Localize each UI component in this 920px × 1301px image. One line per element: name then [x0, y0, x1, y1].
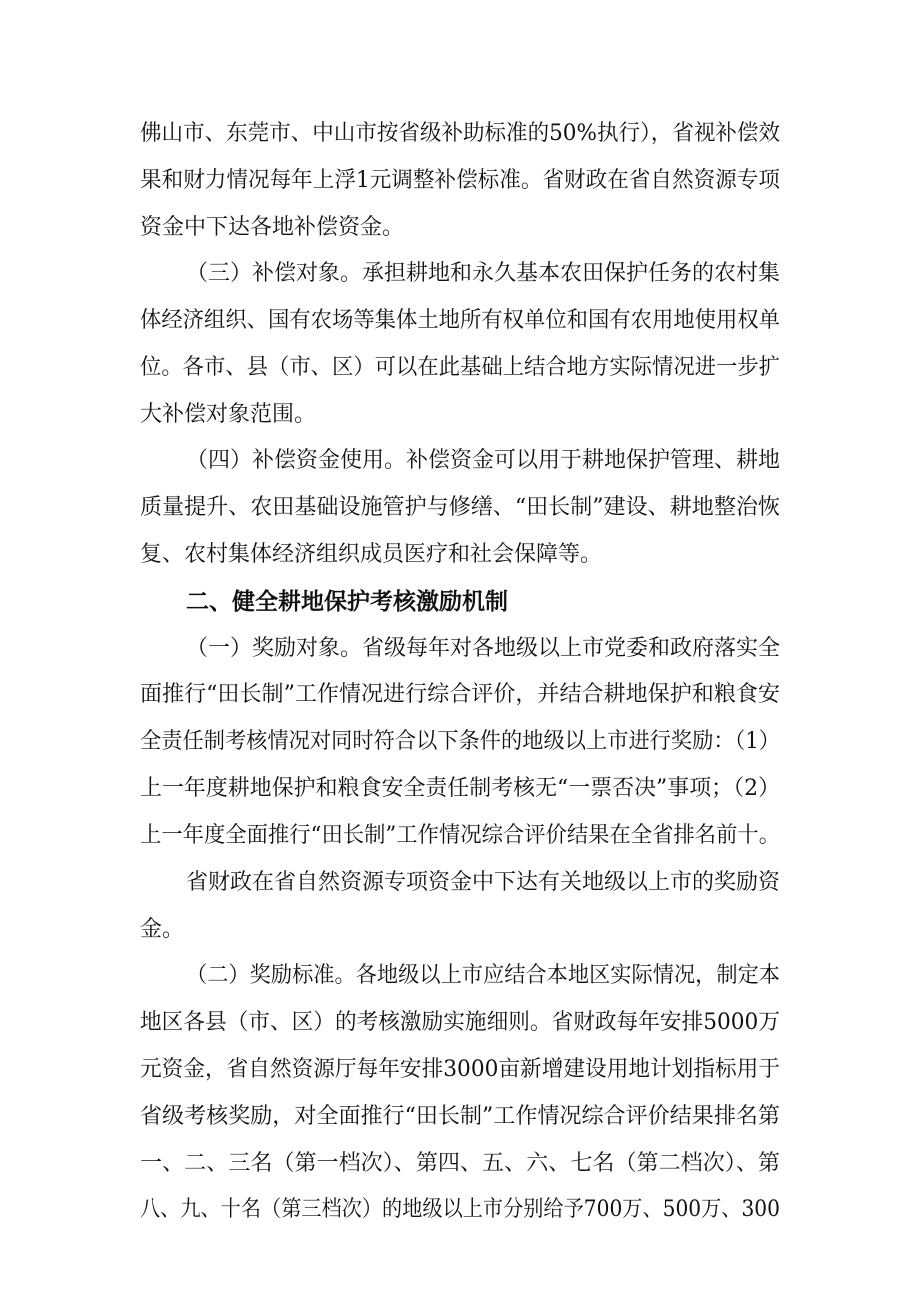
text-line: 上一年度全面推行“田长制”工作情况综合评价结果在全省排名前十。	[140, 823, 781, 848]
text-line: （四）补偿资金使用。补偿资金可以用于耕地保护管理、耕地	[186, 448, 781, 473]
text-line: 上一年度耕地保护和粮食安全责任制考核无“一票否决”事项；（2）	[140, 776, 781, 801]
text-line: 大补偿对象范围。	[140, 402, 317, 427]
text-line: 金。	[140, 917, 185, 942]
text-line: （一）奖励对象。省级每年对各地级以上市党委和政府落实全	[186, 636, 781, 661]
text-line: 果和财力情况每年上浮1元调整补偿标准。省财政在省自然资源专项	[140, 168, 781, 193]
text-line: 全责任制考核情况对同时符合以下条件的地级以上市进行奖励：（1）	[140, 729, 780, 754]
text-line: 佛山市、东莞市、中山市按省级补助标准的50%执行），省视补偿效	[140, 121, 780, 146]
text-line: （三）补偿对象。承担耕地和永久基本农田保护任务的农村集	[186, 261, 781, 286]
text-line: （二）奖励标准。各地级以上市应结合本地区实际情况，制定本	[186, 963, 781, 988]
text-line: 元资金，省自然资源厅每年安排3000亩新增建设用地计划指标用于	[140, 1057, 780, 1082]
text-line: 省财政在省自然资源专项资金中下达有关地级以上市的奖励资	[186, 870, 781, 895]
text-line: 面推行“田长制”工作情况进行综合评价，并结合耕地保护和粮食安	[140, 682, 780, 707]
text-line: 八、九、十名（第三档次）的地级以上市分别给予700万、500万、300	[140, 1197, 780, 1222]
text-line: 位。各市、县（市、区）可以在此基础上结合地方实际情况进一步扩	[140, 355, 781, 380]
text-line: 复、农村集体经济组织成员医疗和社会保障等。	[140, 542, 603, 567]
text-line: 一、二、三名（第一档次）、第四、五、六、七名（第二档次）、第	[140, 1151, 780, 1176]
text-line: 省级考核奖励，对全面推行“田长制”工作情况综合评价结果排名第	[140, 1104, 780, 1129]
text-line: 资金中下达各地补偿资金。	[140, 215, 405, 240]
text-line: 地区各县（市、区）的考核激励实施细则。省财政每年安排5000万	[140, 1010, 780, 1035]
text-line: 质量提升、农田基础设施管护与修缮、“田长制”建设、耕地整治恢	[140, 495, 780, 520]
section-heading: 二、健全耕地保护考核激励机制	[186, 589, 508, 615]
text-line: 体经济组织、国有农场等集体土地所有权单位和国有农用地使用权单	[140, 308, 781, 333]
